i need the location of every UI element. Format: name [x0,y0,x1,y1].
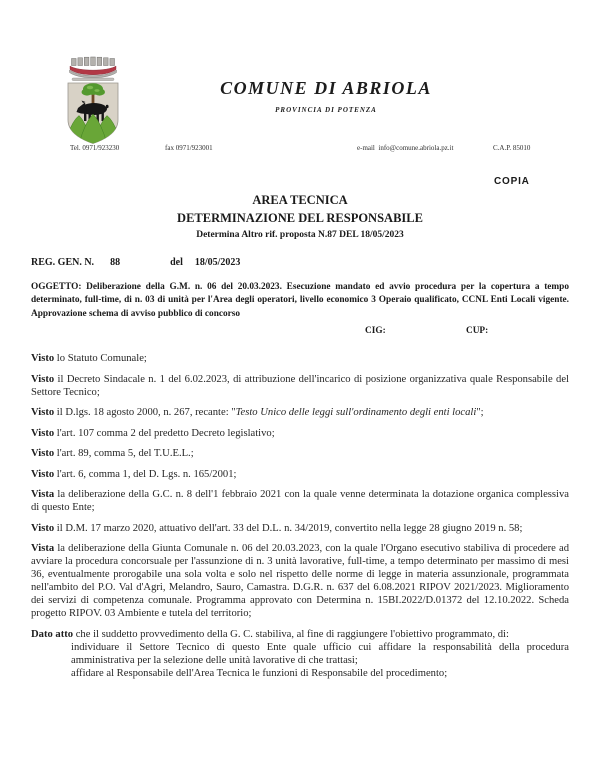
contact-line [0,144,600,156]
fax-number: fax 0971/923001 [165,144,213,152]
subject-paragraph: OGGETTO: Deliberazione della G.M. n. 06 del 20.03.2023. Esecuzione mandato ed avvio procedura per la copertura a tempo determinato, full-time, di n. 03 di unità per l'Area degli operatori, livello economico 3 Operaio qualificato, CCNL Enti Locali vigente. Approvazione schema di avviso pubblico di concorso [31,282,569,319]
document-type-title: DETERMINAZIONE DEL RESPONSABILE [177,211,423,225]
registry-label: REG. GEN. N. [31,257,95,268]
municipality-name: COMUNE DI ABRIOLA [220,78,432,98]
body-paragraph: Visto il D.M. 17 marzo 2020, attuativo dell'art. 33 del D.L. n. 34/2019, convertito nella legge 28 giugno 2019 n. 58; [31,522,523,534]
province-name: PROVINCIA DI POTENZA [275,106,377,114]
body-paragraph: Visto l'art. 107 comma 2 del predetto Decreto legislativo; [31,427,275,439]
cig-label: CIG: [365,326,386,336]
cup-label: CUP: [466,326,489,336]
registry-line [31,257,240,268]
body-paragraph: Visto il Decreto Sindacale n. 1 del 6.02.2023, di attribuzione dell'incarico di posizione organizzativa quale Responsabile del Settore Tecnico; [31,373,569,398]
registry-del-label: del [170,257,183,268]
body-paragraph: Visto lo Statuto Comunale; [31,353,147,364]
body-paragraph: Visto l'art. 6, comma 1, del D. Lgs. n. 165/2001; [31,468,237,480]
email-address: e-mail info@comune.abriola.pz.it [357,144,454,152]
title-block [0,193,600,240]
body-paragraph: Visto l'art. 89, comma 5, del T.U.E.L.; [31,448,194,459]
body-sub-item: affidare al Responsabile dell'Area Tecnica le funzioni di Responsabile del procedimento; [71,667,448,679]
body-paragraph: Dato atto che il suddetto provvedimento della G. C. stabiliva, al fine di raggiungere l'obiettivo programmato, di: [31,628,509,640]
cig-cup-line [0,326,600,339]
letterhead [52,78,600,114]
proposal-reference: Determina Altro rif. proposta N.87 DEL 18/05/2023 [196,230,404,240]
body-paragraph: Visto il D.lgs. 18 agosto 2000, n. 267, recante: "Testo Unico delle leggi sull'ordinamento degli enti locali"; [31,407,484,418]
registry-date: 18/05/2023 [194,257,241,268]
body-sub-item: individuare il Settore Tecnico di questo Ente quale ufficio cui affidare la responsabilità della procedura amministrativa per la selezione delle unità lavorative di che trattasi; [71,641,569,666]
body-paragraph: Vista la deliberazione della G.C. n. 8 dell'1 febbraio 2021 con la quale venne determinata la dotazione organica complessiva di questo Ente; [31,489,569,513]
copy-label: COPIA [494,176,530,187]
phone-number: Tel. 0971/923230 [70,144,120,152]
registry-number: 88 [110,257,121,268]
document-body [31,352,569,680]
body-paragraph: Vista la deliberazione della Giunta Comunale n. 06 del 20.03.2023, con la quale l'Organo esecutivo stabiliva di procedere ad avviare la procedura concorsuale per l'assunzione di n. 3 unità lavorative, full-time, a tempo determinato per massimo di mesi 36, eventualmente prorogabile una sola volta e solo nel rispetto delle norme di legge in materia assunzionale, programmata nell'ambito del P.O. Val d'Agri, Melandro, Sauro, Camastra. D.G.R. n. 637 del 6.08.2021 RIPOV 2021/2023. Miglioramento dei servizi di competenza comunale. Programma approvato con Determina n. 15BI.2022/D.01372 del 12.10.2022. Scheda progetto RIPOV. 03 Ambiente e tutela del territorio; [31,543,569,619]
postal-code: C.A.P. 85010 [493,144,531,152]
area-title: AREA TECNICA [252,193,348,207]
